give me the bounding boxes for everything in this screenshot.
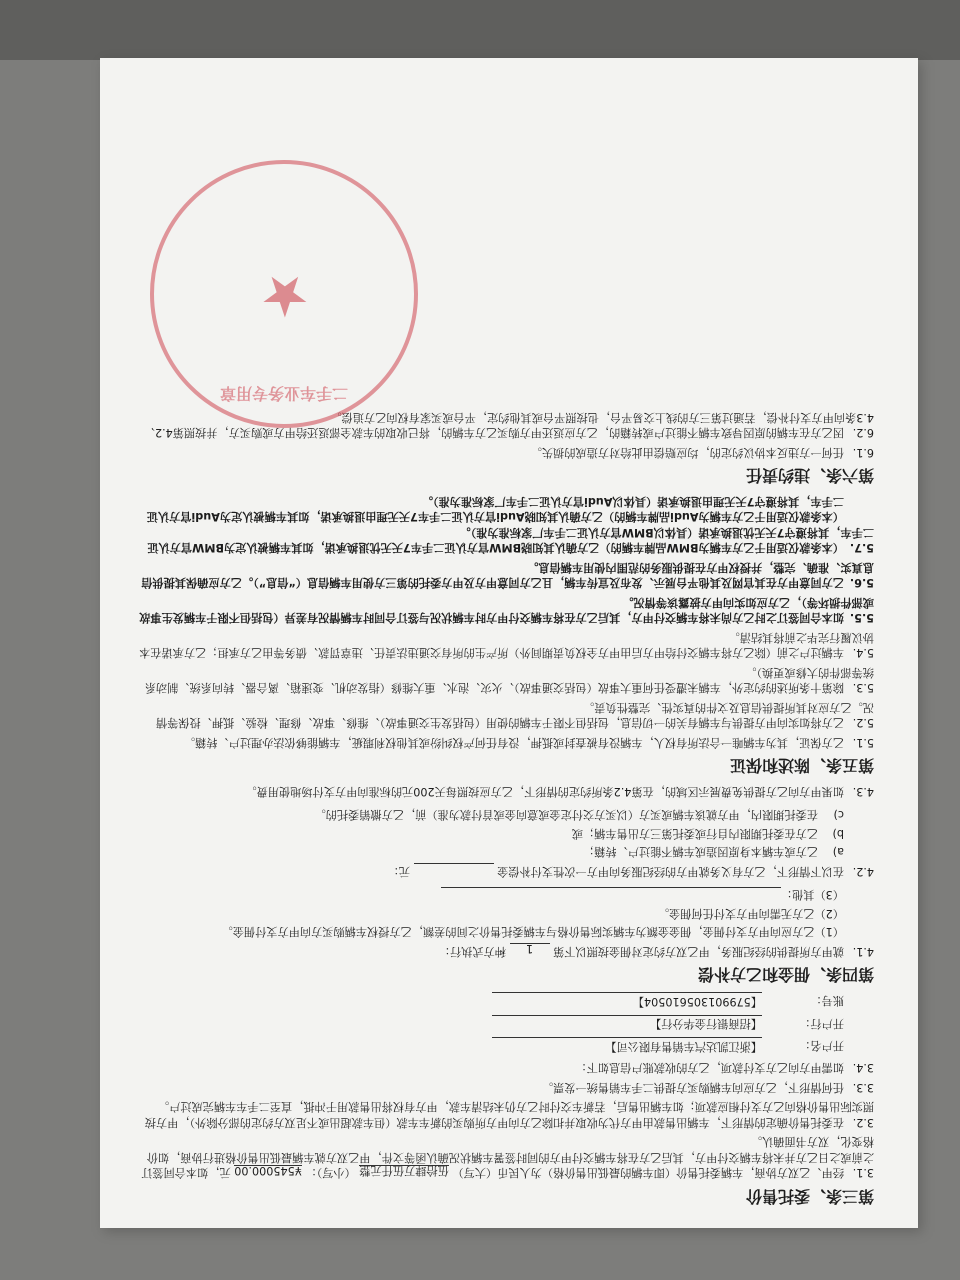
clause-6-2: 6.2.因乙方在车辆的原因导致车辆不能过户或转籍的，乙方应返还甲方购买乙方车辆的，将已收取的车款全部返还给甲方或购买方，并按照第4.2、4.3条向甲方支付补偿，若通过第三方的线上交易平台，也按照平台或其他约定，平台或买家有权向乙方追偿。 [143,411,874,440]
clause-3-4: 3.4.如需甲方向乙方支付款项，乙方的收款账户信息如下： [575,1061,874,1075]
clause-5-5: 5.5.如本合同签订之时乙方尚未将车辆交付甲方，其后乙方在将车辆交付甲方时车辆状况与签订合同时车辆情况有差异（包括但不限于车辆发生事故或部件损坏等），乙方应如实向甲方披露该等情况。 [139,596,874,625]
clause-5-7-audi: （本条款仅适用于乙方车辆为Audi品牌车辆的）乙方确认其知晓Audi官方认证二手车7天无理由退换承诺，如其车辆被认定为Audi官方认证二手车，其将遵守7天无理由退换承诺（具体以Audi官方认证二手车厂家标准为准）。 [146,495,844,524]
clause-4-2: 4.2.在以下情形下，乙方有义务就甲方的经纪服务向甲方一次性支付补偿金 元： [387,865,874,878]
document-paper [100,58,918,1228]
commission-option-2: （2）乙方无需向甲方支付任何佣金。 [657,907,844,920]
amount-figure: ¥545000.00 [234,1164,302,1177]
seal-star-icon: ★ [259,263,310,328]
page-content [138,406,874,1215]
clause-5-1: 5.1.乙方保证，其为车辆唯一合法所有权人，车辆没有被查封或抵押，没有任何产权纠纷或其他权利瑕疵，车辆能够依法办理过户、转籍。 [183,736,874,749]
bank-value: 【招商银行金华分行】 [492,1015,762,1032]
account-number-value: 【579901305610504】 [492,993,762,1010]
clause-5-3: 5.3.除第十条所述的约定外，车辆未遭受任何重大事故（包括交通事故）、火灾、泡水、重大维修（指发动机、变速箱、离合器、转向系统、制动系统等部件的大修或更换）。 [144,666,874,695]
commission-option-1: （1）乙方应向甲方支付佣金，佣金金额为车辆实际售价格与车辆委托售价之间的差额，乙方授权车辆购买方向甲方支付佣金。 [221,925,844,939]
seal-text: 二手车业务专用章 [220,384,349,403]
clause-4-2-b: b)乙方在委托期限内自行或委托第三方出售车辆；或 [571,827,844,840]
amount-words: 伍拾肆万伍仟元整 [359,1164,449,1177]
clause-4-3: 4.3.如果甲方向乙方提供免费展示区域的，在第4.2条所约定的情形下，乙方应按照每天200元的标准向甲方支付场地使用费。 [245,785,874,798]
account-number-row: 账号： 【579901305610504】 [138,993,874,1010]
clause-6-1: 6.1.任何一方违反本协议约定的，均应赔偿由此给对方造成的损失。 [530,446,874,459]
commission-choice: 1 [510,944,550,957]
section-3-title: 第三条、委托售价 [745,1187,874,1206]
commission-option-3: （3）其他： [138,887,874,903]
account-name-value: 【浙江凯达汽车销售有限公司】 [492,1038,762,1055]
account-name-row: 开户名： 【浙江凯达汽车销售有限公司】 [138,1038,874,1055]
clause-5-4: 5.4.车辆过户之前（除乙方将车辆交付给甲方后由甲方全权负责期间外）所产生的所有交通违法责任、违章罚款、债务等由乙方承担；乙方承诺在本协议履行完毕之前将其结清。 [139,631,874,660]
company-seal-stamp [150,160,418,428]
other-blank [441,887,781,900]
clause-3-3: 3.3.任何情形下，乙方应向车辆购买方提供二手车销售统一发票。 [541,1081,874,1094]
clause-5-2: 5.2.乙方将如实向甲方提供与车辆有关的一切信息，包括但不限于车辆的使用（包括发生交通事故）、维修、事故、修理、检验、抵押、投保等情况。乙方应对其所提供信息及文件的真实性、完整性负责。 [155,701,874,730]
desk-background [0,0,960,60]
bank-row: 开户行： 【招商银行金华分行】 [138,1015,874,1032]
clause-4-1: 4.1.就甲方所提供的经纪服务，甲乙双方约定对佣金按照以下第 1 种方式执行： [438,942,874,958]
clause-3-1: 3.1.经甲、乙双方协商，车辆委托售价（即车辆的最低出售价格）为人民币（大写） 伍拾肆万伍仟元整 （小写）： ¥545000.00 元，如本合同签订之前或之日乙方并未将车辆交付甲方，其后乙方在将车辆交付甲方的同时签署车辆状况确认函等文件，甲乙双方就车辆最低出售价格进行协商，如价格变化，双方书面确认。 [141,1135,874,1180]
section-6-title: 第六条、违约责任 [745,466,874,486]
clause-5-6: 5.6.乙方同意甲方在其官网及其他平台展示、发布及宣传车辆，且乙方同意甲方及甲方委托的第三方使用车辆信息（“信息”）。乙方应确保其提供信息真实、准确、完整，并授权甲方在提供服务的范围内使用车辆信息。 [141,561,874,590]
clause-5-7: 5.7.（本条款仅适用于乙方车辆为BMW品牌车辆的）乙方确认其知晓BMW官方认证二手车7天无忧退换承诺，如其车辆被认定为BMW官方认证二手车，其将遵守7天无忧退换承诺（具体以BMW官方认证二手车厂家标准为准）。 （本条款仅适用于乙方车辆为Audi品牌车辆的）乙方确认其知晓Audi官方认证二手车7天无理由退换承诺，如其车辆被认定为Audi官方认证二手车，其将遵守7天无理由退换承诺（具体以Audi官方认证二手车厂家标准为准）。 [138,494,874,556]
section-5-title: 第五条、陈述和保证 [729,756,874,776]
clause-3-2: 3.2.在委托售价确定的情形下，车辆出售款由甲方代为收取并扣除乙方向甲方所购买的新车车款（但车款超出或不足双方约定的部分除外），甲方按照实际出售价格向乙方支付相应款项；如车辆出售后，若新车交付时乙方仍未结清车款，甲方有权将出售款用于冲抵，直至二手车车辆完成过户。 [144,1100,874,1129]
section-4-title: 第四条、佣金和乙方补偿 [697,965,874,985]
compensation-blank [414,864,494,877]
clause-4-2-c: c)在委托期限内，甲方就该车辆或买方（以买方交付定金或意向金或首付款为准）前，乙方撤销委托的。 [314,808,844,822]
clause-4-2-a: a)乙方或车辆本身原因造成车辆不能过户、转籍； [583,845,844,859]
rotated-page [100,58,918,1228]
